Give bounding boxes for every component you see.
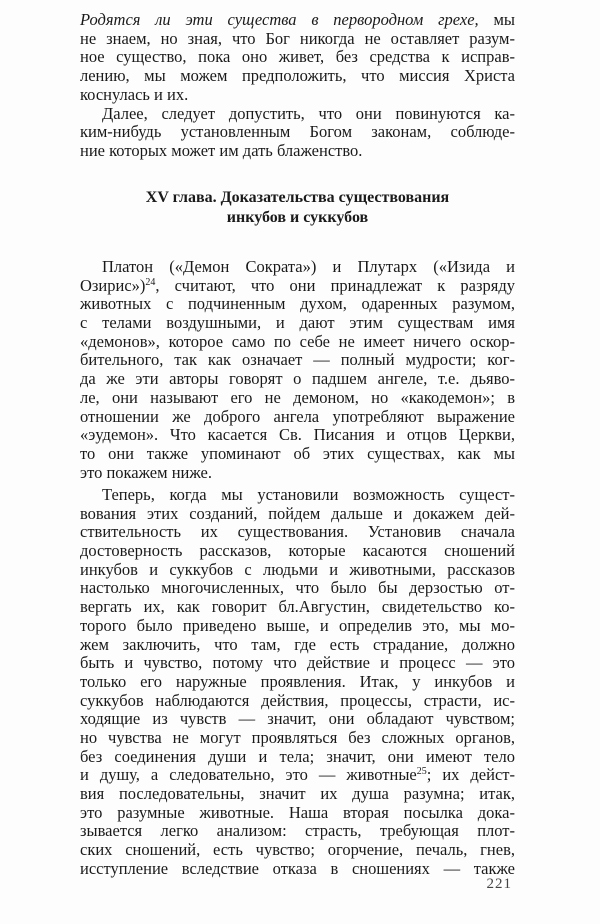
text-line: да же эти авторы говорят о падшем ангеле, т.е. дьяво- xyxy=(80,369,515,389)
text-line: отношении же доброго ангела употребляют выражение xyxy=(80,406,515,426)
text-line: ким-нибудь установленным Богом законам, соблюде- xyxy=(80,122,515,142)
text-line: настолько многочисленных, что было бы дерзостью от- xyxy=(80,578,515,598)
text-line: это разумные животные. Наша вторая посылка дока- xyxy=(80,802,515,822)
paragraph-2 xyxy=(80,105,515,161)
text-line xyxy=(80,277,515,296)
text-line: вергать их, как говорит бл.Августин, свидетельство ко- xyxy=(80,597,515,617)
text-line: не знаем, но зная, что Бог никогда не оставляет разум- xyxy=(80,28,515,48)
text-line: ное существо, пока оно живет, без средства к исправ- xyxy=(80,47,515,67)
text-line: коснулась и их. xyxy=(80,84,189,104)
text-line: без соединения души и тела; значит, они имеют тело xyxy=(80,746,515,766)
text-line: жем заключить, что там, где есть страдание, должно xyxy=(80,634,515,654)
text-line: бительного, так как означает — полный мудрости; ког- xyxy=(80,350,515,370)
footnote-ref: 24 xyxy=(145,276,156,288)
text-line: ходящие из чувств — значит, они обладают чувством; xyxy=(80,709,515,729)
text: мы xyxy=(478,10,515,29)
text-line: достоверность рассказов, которые касаются сношений xyxy=(80,541,515,561)
text-line: лению, мы можем предположить, что миссия Христа xyxy=(80,66,515,86)
text-line: но чувства не могут проявляться без сложных органов, xyxy=(80,727,515,747)
text-line xyxy=(80,11,515,30)
page-number: 221 xyxy=(486,876,512,892)
text-line: животных с подчиненным духом, одаренных разумом, xyxy=(80,294,515,314)
text-line: торого было приведено выше, и определив это, мы мо- xyxy=(80,615,515,635)
text-line: это покажем ниже. xyxy=(80,462,212,482)
chapter-heading xyxy=(80,188,515,228)
text-line: инкубов и суккубов с людьми и животными, рассказов xyxy=(80,559,515,579)
text-line: «эудемон». Что касается Св. Писания и отцов Церкви, xyxy=(80,425,515,445)
heading-line: инкубов и суккубов xyxy=(226,209,369,226)
italic-text: Родятся ли эти существа в первородном грехе, xyxy=(80,10,479,29)
text-line: вия последовательны, значит их душа разумна; итак, xyxy=(80,784,515,803)
text-line: ских сношений, есть чувство; огорчение, печаль, гнев, xyxy=(80,840,515,860)
text-line: Далее, следует допустить, что они повинуются ка- xyxy=(102,103,515,123)
heading-line: XV глава. Доказательства существования xyxy=(145,189,450,206)
text-line: вования этих созданий, пойдем дальше и докажем дей- xyxy=(80,503,515,523)
text: ; их дейст- xyxy=(426,765,515,785)
text-line xyxy=(80,766,515,785)
text-line: зывается легко анализом: страсть, требующая плот- xyxy=(80,821,515,841)
paragraph-1 xyxy=(80,11,515,104)
text-line: ние которых может им дать блаженство. xyxy=(80,140,363,160)
text-line: с телами воздушными, и дают этим существам имя xyxy=(80,313,515,333)
text-line: «демонов», которое само по себе не имеет ничего оскор- xyxy=(80,331,515,351)
text-line: суккубов наблюдаются действия, процессы, страсти, ис- xyxy=(80,690,515,710)
text-line: ле, они называют его не демоном, но «какодемон»; в xyxy=(80,387,515,407)
text: и душу, а следовательно, это — животные xyxy=(80,765,417,785)
text: Озирис») xyxy=(80,275,146,295)
text-line: то они также упоминают об этих существах, как мы xyxy=(80,443,515,463)
text-line: исступление вследствие отказа в сношениях — также xyxy=(80,858,515,878)
paragraph-3 xyxy=(80,258,515,482)
text-line: только его наружные проявления. Итак, у инкубов и xyxy=(80,671,515,691)
footnote-ref: 25 xyxy=(416,766,427,778)
text-line: Платон («Демон Сократа») и Плутарх («Изида и xyxy=(102,257,515,276)
text-line: быть и чувство, потому что действие и процесс — это xyxy=(80,653,515,673)
text: , считают, что они принадлежат к разряду xyxy=(155,275,515,295)
paragraph-4 xyxy=(80,486,515,878)
text-line: ствительность их существования. Установив сначала xyxy=(80,522,515,542)
text-line: Теперь, когда мы установили возможность сущест- xyxy=(102,485,515,504)
